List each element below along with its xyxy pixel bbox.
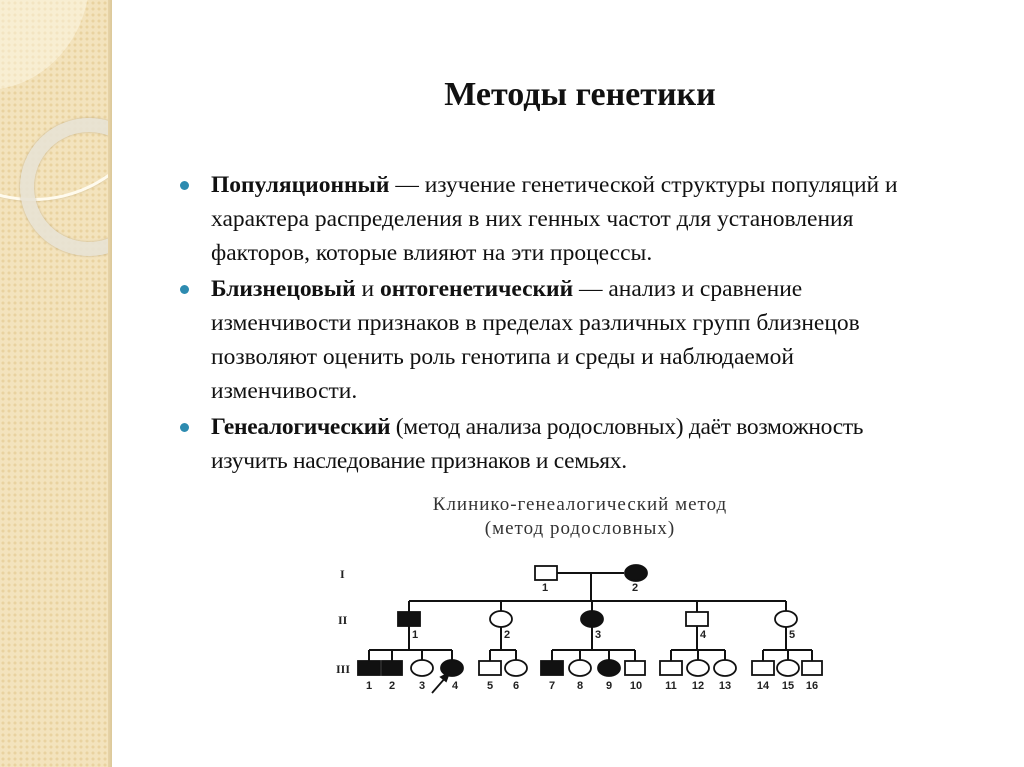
diagram-title: Клинико-генеалогический метод: [432, 494, 728, 515]
svg-text:1: 1: [412, 629, 419, 641]
circle-unaffected-icon: [490, 611, 512, 627]
sidebar-edge: [108, 0, 112, 767]
bullet-dot-icon: [180, 423, 189, 432]
bullet-term-2: онтогенетический: [379, 276, 574, 302]
svg-text:9: 9: [605, 680, 613, 692]
svg-text:3: 3: [418, 680, 426, 692]
decorative-sidebar: [0, 0, 112, 767]
bullet-connector: и: [355, 276, 380, 302]
svg-text:12: 12: [691, 680, 705, 692]
svg-text:4: 4: [700, 629, 707, 641]
square-unaffected-icon: [535, 566, 557, 580]
svg-text:2: 2: [388, 680, 396, 692]
svg-text:7: 7: [548, 680, 556, 692]
square-unaffected-icon: [752, 661, 774, 675]
bullet-genealogical: [180, 410, 940, 478]
svg-text:3: 3: [595, 629, 602, 641]
circle-unaffected-icon: [411, 660, 433, 676]
svg-text:15: 15: [781, 680, 795, 692]
circle-unaffected-icon: [687, 660, 709, 676]
generation-label-3: III: [336, 662, 351, 676]
svg-text:10: 10: [629, 680, 643, 692]
bullet-population: [180, 168, 940, 270]
slide-title: Методы генетики: [444, 76, 716, 113]
circle-unaffected-icon: [505, 660, 527, 676]
square-unaffected-icon: [686, 612, 708, 626]
bullet-dot-icon: [180, 285, 189, 294]
svg-text:11: 11: [665, 680, 677, 692]
bullet-twin: [180, 272, 940, 408]
bullet-text: — анализ и сравнение изменчивости признаков в пределах различных групп близнецов позволяют оценить роль генотипа и среды и наблюдаемой изменчивости.: [211, 276, 860, 404]
bullet-text: (метод анализа родословных) даёт возможность изучить наследование признаков и семьях.: [211, 414, 864, 474]
circle-affected-icon: [625, 565, 647, 581]
square-unaffected-icon: [625, 661, 645, 675]
square-affected-icon: [358, 661, 380, 675]
bullet-dot-icon: [180, 181, 189, 190]
circle-unaffected-icon: [714, 660, 736, 676]
bullet-term: Популяционный: [211, 172, 390, 198]
bullet-list: [180, 168, 940, 480]
circle-affected-proband-icon: [441, 660, 463, 676]
svg-text:1: 1: [365, 680, 373, 692]
gen2-labels: [412, 629, 795, 641]
bullet-term: Генеалогический: [211, 414, 391, 440]
svg-text:14: 14: [756, 680, 770, 692]
generation-label-2: II: [338, 613, 348, 627]
diagram-subtitle: (метод родословных): [484, 518, 676, 539]
circle-affected-icon: [598, 660, 620, 676]
generation-label-1: I: [340, 567, 345, 581]
proband-arrow-icon: [432, 673, 449, 693]
svg-text:13: 13: [718, 680, 732, 692]
pedigree-chart: [330, 555, 830, 715]
svg-text:2: 2: [632, 582, 639, 594]
square-affected-icon: [398, 612, 420, 626]
circle-unaffected-icon: [777, 660, 799, 676]
svg-text:5: 5: [789, 629, 796, 641]
svg-text:1: 1: [542, 582, 549, 594]
square-unaffected-icon: [660, 661, 682, 675]
gen3-individuals: [358, 660, 822, 676]
circle-unaffected-icon: [569, 660, 591, 676]
svg-text:4: 4: [451, 680, 459, 692]
svg-text:5: 5: [486, 680, 494, 692]
bullet-text: — изучение генетической структуры популяций и характера распределения в них генных частот для установления факторов, которые влияют на эти процессы.: [211, 172, 898, 266]
gen2-individuals: [398, 611, 797, 627]
square-unaffected-icon: [802, 661, 822, 675]
svg-text:2: 2: [504, 629, 511, 641]
bullet-term: Близнецовый: [211, 276, 356, 302]
circle-affected-icon: [581, 611, 603, 627]
square-affected-icon: [541, 661, 563, 675]
svg-text:16: 16: [805, 680, 819, 692]
svg-text:6: 6: [512, 680, 520, 692]
circle-unaffected-icon: [775, 611, 797, 627]
generation-labels: [336, 567, 350, 676]
square-affected-icon: [382, 661, 402, 675]
square-unaffected-icon: [479, 661, 501, 675]
svg-text:8: 8: [576, 680, 584, 692]
